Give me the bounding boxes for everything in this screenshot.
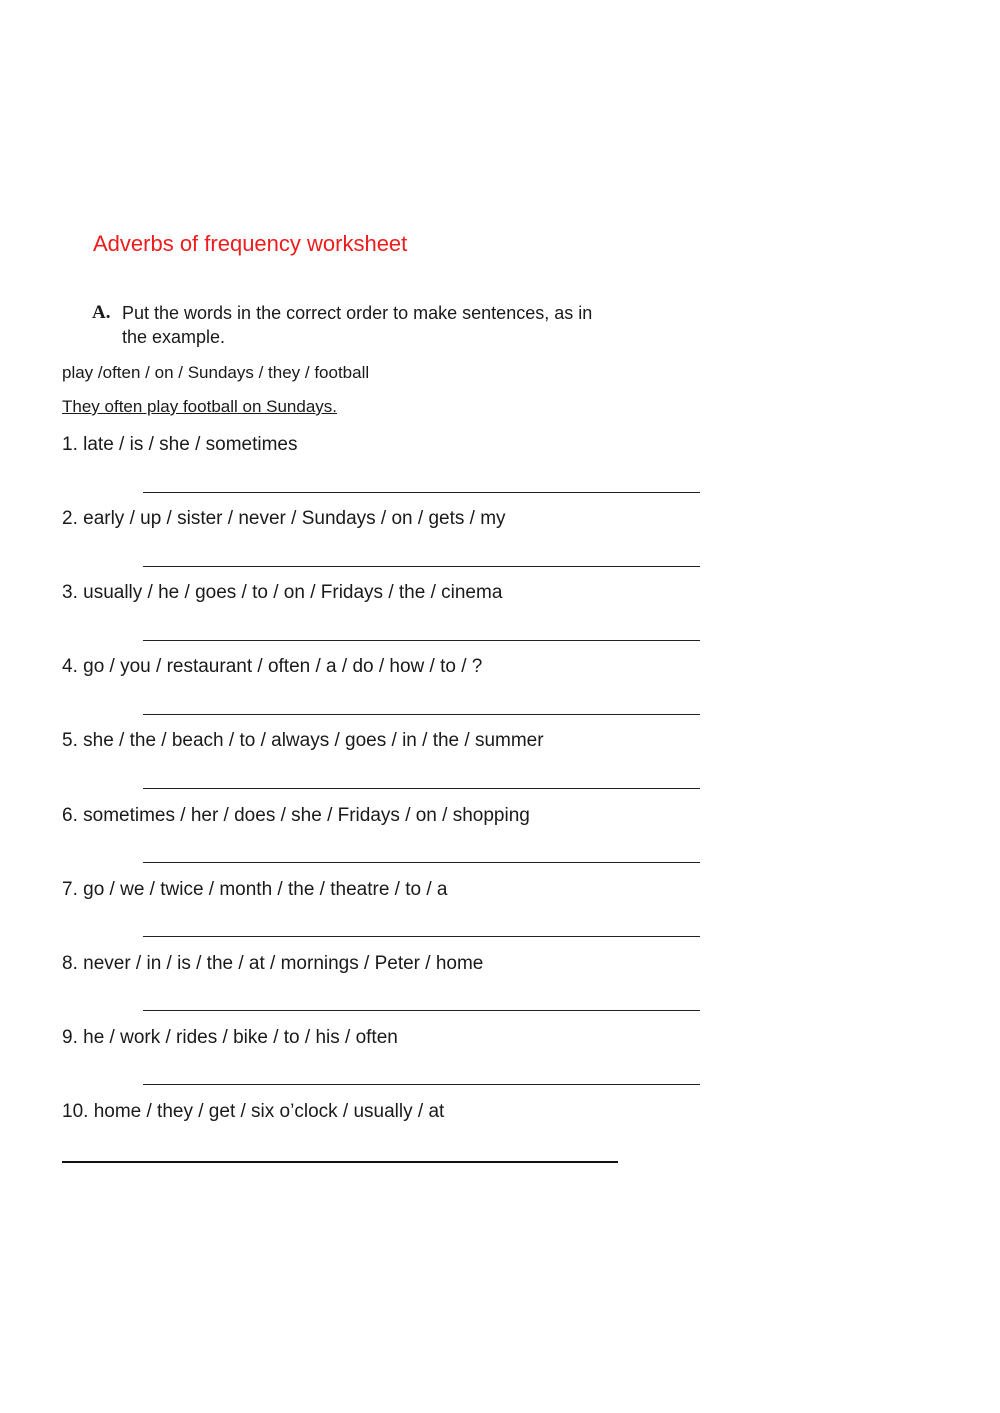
- answer-line-9[interactable]: [143, 1084, 700, 1085]
- exercise-item-2: 2. early / up / sister / never / Sundays / on / gets / my: [62, 508, 506, 529]
- answer-line-8[interactable]: [143, 1010, 700, 1011]
- exercise-item-10: 10. home / they / get / six o’clock / usually / at: [62, 1101, 445, 1122]
- section-letter: A.: [92, 302, 111, 323]
- example-answer: They often play football on Sundays.: [62, 397, 338, 416]
- answer-line-2[interactable]: [143, 566, 700, 567]
- answer-line-6[interactable]: [143, 862, 700, 863]
- answer-line-4[interactable]: [143, 714, 700, 715]
- exercise-item-5: 5. she / the / beach / to / always / goes / in / the / summer: [62, 730, 544, 751]
- exercise-item-7: 7. go / we / twice / month / the / theatre / to / a: [62, 879, 448, 900]
- worksheet-title: Adverbs of frequency worksheet: [93, 231, 408, 256]
- exercise-item-8: 8. never / in / is / the / at / mornings / Peter / home: [62, 953, 484, 974]
- answer-line-5[interactable]: [143, 788, 700, 789]
- answer-line-1[interactable]: [143, 492, 700, 493]
- example-words: play /often / on / Sundays / they / football: [62, 363, 370, 382]
- answer-line-10[interactable]: [62, 1161, 618, 1163]
- exercise-item-9: 9. he / work / rides / bike / to / his / often: [62, 1027, 398, 1048]
- answer-line-7[interactable]: [143, 936, 700, 937]
- exercise-item-4: 4. go / you / restaurant / often / a / do / how / to / ?: [62, 656, 483, 677]
- section-instruction: Put the words in the correct order to make sentences, as in the example.: [122, 303, 593, 347]
- exercise-item-1: 1. late / is / she / sometimes: [62, 434, 298, 455]
- exercise-item-3: 3. usually / he / goes / to / on / Fridays / the / cinema: [62, 582, 503, 603]
- exercise-item-6: 6. sometimes / her / does / she / Fridays / on / shopping: [62, 805, 530, 826]
- answer-line-3[interactable]: [143, 640, 700, 641]
